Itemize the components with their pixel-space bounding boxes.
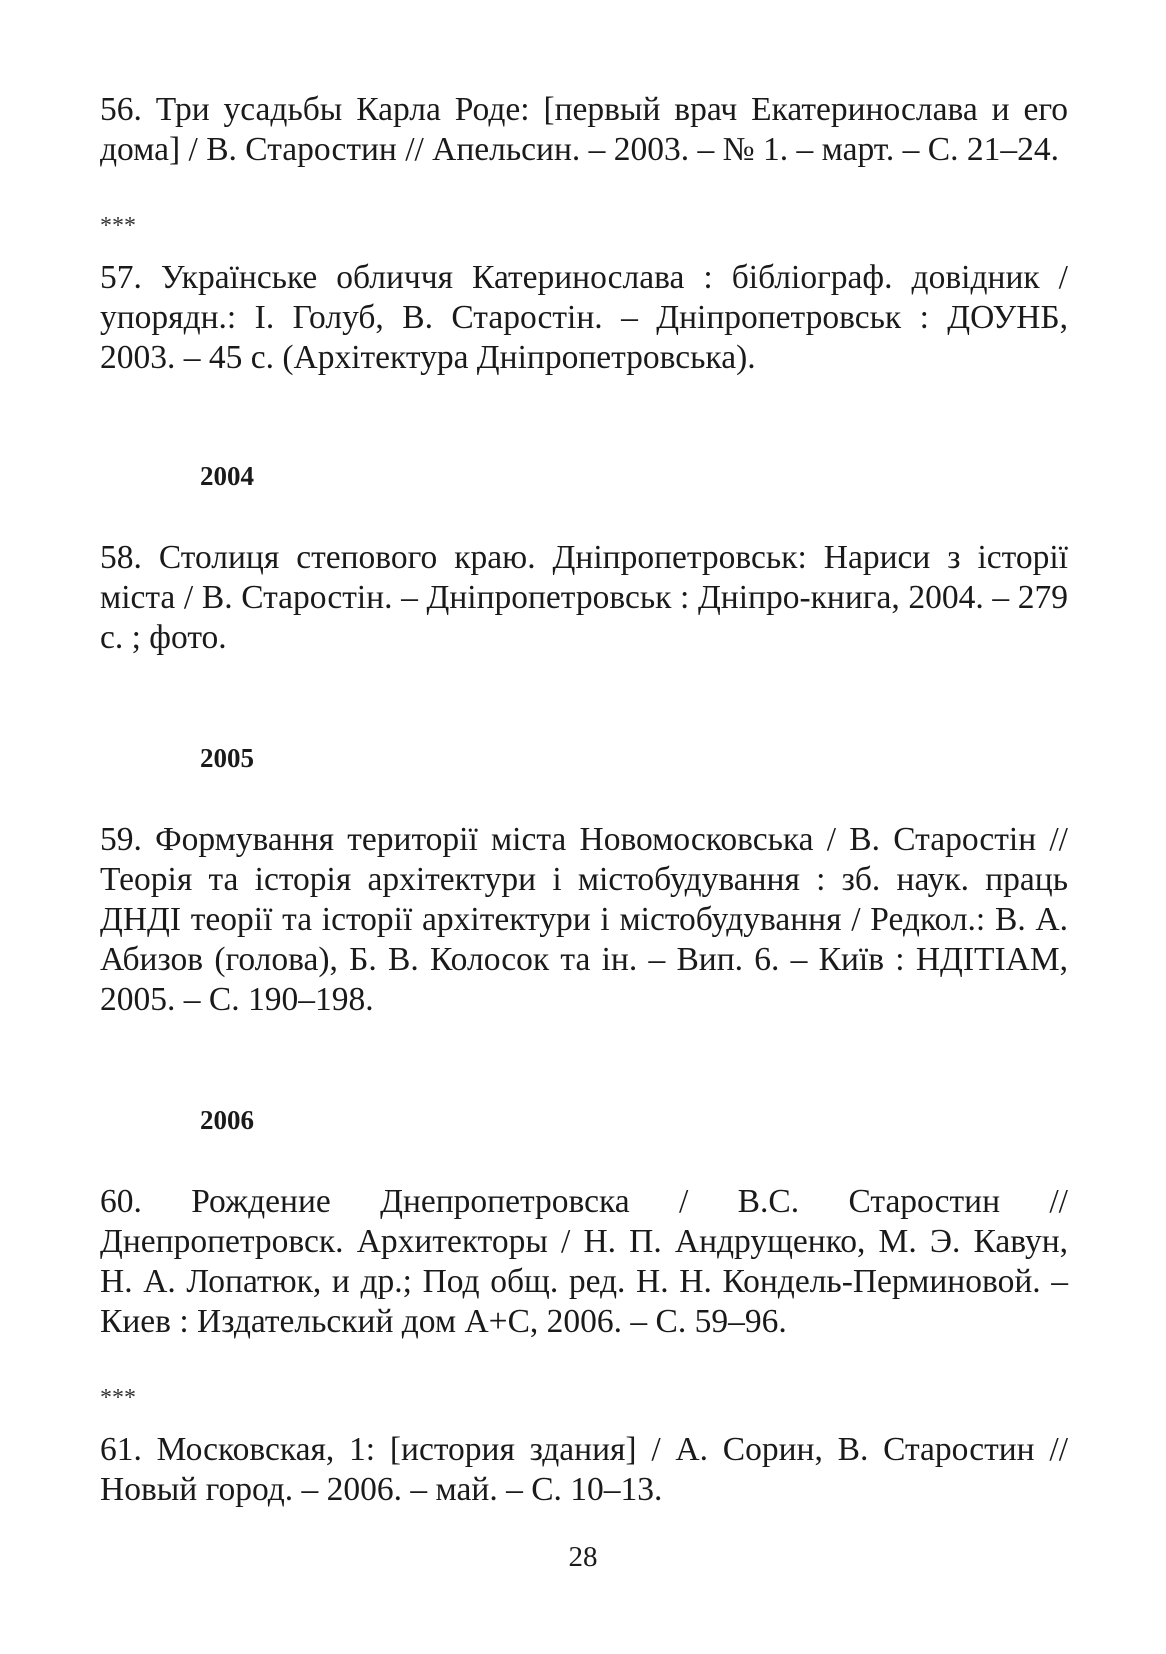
- bibliography-entry-60: 60. Рождение Днепропетровска / В.С. Старостин // Днепропетровск. Архитекторы / Н. П. Андрущенко, М. Э. Кавун, Н. А. Лопатюк, и др.; Под общ. ред. Н. Н. Кондель-Перминовой. – Киев : Издательский дом А+С, 2006. – С. 59–96.: [100, 1183, 1068, 1340]
- year-heading-2006: 2006: [200, 1105, 254, 1135]
- page-number: 28: [568, 1541, 598, 1573]
- bibliography-entry-58: 58. Столиця степового краю. Дніпропетровськ: Нариси з історії міста / В. Старостін. – Дніпропетровськ : Дніпро-книга, 2004. – 279 с. ; фото.: [100, 539, 1068, 656]
- page-content: [100, 90, 1068, 1510]
- year-heading-2004: 2004: [200, 461, 254, 491]
- bibliography-entry-56: 56. Три усадьбы Карла Роде: [первый врач Екатеринослава и его дома] / В. Старостин // Апельсин. – 2003. – № 1. – март. – С. 21–24.: [100, 91, 1068, 168]
- year-heading-2005: 2005: [200, 743, 254, 773]
- bibliography-entry-57: 57. Українське обличчя Катеринослава : бібліограф. довідник / упорядн.: І. Голуб, В. Старостін. – Дніпропетровськ : ДОУНБ, 2003. – 45 с. (Архітектура Дніпропетровська).: [100, 259, 1068, 376]
- bibliography-entry-59: 59. Формування території міста Новомосковська / В. Старостін // Теорія та історія архітектури і містобудування : зб. наук. праць ДНДІ теорії та історії архітектури і містобудування / Редкол.: В. А. Абизов (голова), Б. В. Колосок та ін. – Вип. 6. – Київ : НДІТІАМ, 2005. – С. 190–198.: [100, 821, 1068, 1018]
- separator-asterisks: ***: [100, 1385, 136, 1411]
- separator-asterisks: ***: [100, 213, 136, 239]
- bibliography-entry-61: 61. Московская, 1: [история здания] / А. Сорин, В. Старостин // Новый город. – 2006. – май. – С. 10–13.: [100, 1431, 1068, 1508]
